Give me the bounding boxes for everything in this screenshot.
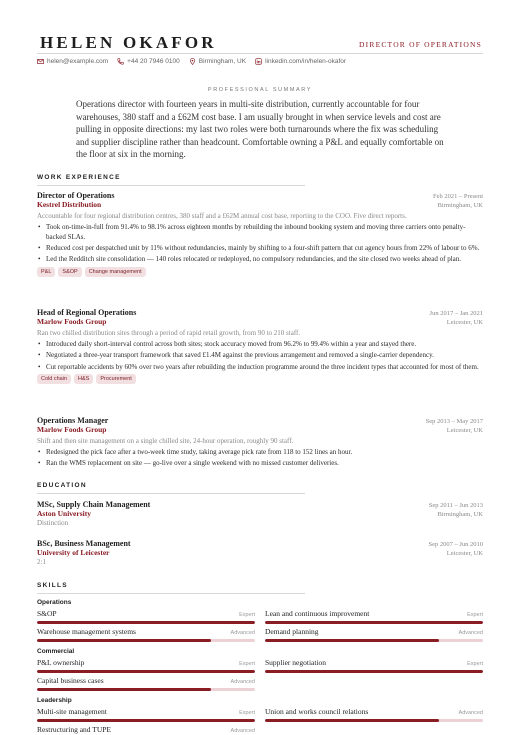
- education-location: Birmingham, UK: [437, 511, 483, 518]
- skill-level: Expert: [467, 661, 483, 667]
- skill-bar-fill: [37, 639, 211, 642]
- skill-tag: S&OP: [58, 267, 81, 277]
- skill-level: Advanced: [230, 679, 255, 685]
- candidate-name: HELEN OKAFOR: [40, 33, 217, 52]
- job-description: Shift and then site management on a single chilled site, 24-hour operation, roughly 90 staff.: [37, 437, 294, 445]
- skill-bar-fill: [265, 670, 483, 673]
- link-icon: [255, 58, 262, 65]
- degree: MSc, Supply Chain Management: [37, 500, 151, 509]
- education-heading: EDUCATION: [37, 482, 87, 489]
- skill-item: [37, 658, 255, 673]
- skill-item: [37, 725, 255, 734]
- job-location: Leicester, UK: [446, 319, 483, 326]
- location-pin-icon: [189, 58, 196, 65]
- contact-location: [189, 58, 246, 65]
- achievement-item: • Negotiated a three-year transport framework that saved £1.4M against the previous arrangement and removed a single-carrier dependency.: [37, 351, 483, 361]
- skill-level: Expert: [239, 612, 255, 618]
- education-entry: [37, 539, 483, 567]
- contact-phone-text: +44 20 7946 0100: [127, 58, 180, 65]
- job-achievements: [37, 340, 483, 372]
- skill-name: Restructuring and TUPE: [37, 725, 112, 734]
- job-entry: [37, 416, 483, 471]
- skill-name: Lean and continuous improvement: [265, 609, 370, 618]
- header-divider: [37, 53, 483, 54]
- education-note: 2:1: [37, 558, 46, 566]
- job-entry: [37, 191, 483, 277]
- education-location: Leicester, UK: [446, 550, 483, 557]
- phone-icon: [117, 58, 124, 65]
- job-tags: [37, 267, 483, 277]
- skills-heading: SKILLS: [37, 582, 68, 589]
- job-description: Ran two chilled distribution sites through a period of rapid retail growth, from 90 to 210 staff.: [37, 329, 301, 337]
- job-description: Accountable for four regional distribution centres, 380 staff and a £62M annual cost base, reporting to the COO. Five direct reports.: [37, 212, 407, 220]
- skill-bar: [37, 621, 255, 624]
- skill-bar: [37, 688, 255, 691]
- skill-name: Union and works council relations: [265, 707, 369, 716]
- job-dates: Feb 2021 – Present: [432, 193, 483, 200]
- achievement-item: • Ran the WMS replacement on site — go-live over a single weekend with no missed customer deliveries.: [37, 459, 483, 469]
- candidate-title: DIRECTOR OF OPERATIONS: [359, 40, 482, 49]
- skill-tag: P&L: [37, 267, 55, 277]
- job-dates: Sep 2013 – May 2017: [425, 418, 483, 425]
- skill-bar-fill: [265, 639, 439, 642]
- achievement-item: • Redesigned the pick face after a two-week time study, taking average pick rate from 118 to 152 lines an hour.: [37, 448, 483, 458]
- contact-email[interactable]: [37, 58, 108, 65]
- skill-item: [265, 627, 483, 642]
- skill-tag: Cold chain: [37, 374, 71, 384]
- skill-bar-fill: [37, 621, 255, 624]
- skill-item: [37, 627, 255, 642]
- skill-bar-fill: [37, 688, 211, 691]
- skill-item: [265, 609, 483, 624]
- skill-name: Multi-site management: [37, 707, 107, 716]
- skill-bar: [265, 670, 483, 673]
- skill-bar-fill: [265, 621, 483, 624]
- school: University of Leicester: [37, 548, 110, 557]
- skill-tag: H&S: [74, 374, 93, 384]
- skill-item: [37, 609, 255, 624]
- achievement-item: • Took on-time-in-full from 91.4% to 98.1% across eighteen months by rebuilding the inbound booking system and moving three carriers onto penalty-backed SLAs.: [37, 223, 483, 242]
- achievement-item: • Led the Redditch site consolidation — 140 roles relocated or redeployed, no compulsory redundancies, and the site closed two weeks ahead of plan.: [37, 255, 483, 265]
- summary-heading: PROFESSIONAL SUMMARY: [207, 87, 313, 93]
- experience-divider: [37, 185, 305, 186]
- skills-divider: [37, 593, 305, 594]
- skill-level: Expert: [239, 661, 255, 667]
- skill-level: Advanced: [458, 710, 483, 716]
- skill-name: Warehouse management systems: [37, 627, 136, 636]
- summary-text: Operations director with fourteen years in multi-site distribution, currently accountable for four warehouses, 380 staff and a £62M cost base. I am usually brought in when service levels and cost are pulling in opposite directions: my last two roles were both turnarounds where the fix was scheduling and supplier discipline rather than headcount. Comfortable owning a P&L and equally comfortable on the floor at six in the morning.: [76, 99, 444, 159]
- skill-group-heading: Operations: [37, 599, 72, 606]
- skill-bar: [37, 719, 255, 722]
- contact-phone[interactable]: [117, 58, 180, 65]
- skill-item: [265, 658, 483, 673]
- skill-level: Advanced: [230, 630, 255, 636]
- job-achievements: [37, 448, 483, 469]
- education-entry: [37, 500, 483, 528]
- skill-name: P&L ownership: [37, 658, 85, 667]
- skill-tag: Procurement: [96, 374, 136, 384]
- job-company: Kestrel Distribution: [37, 200, 102, 209]
- contact-linkedin-text: linkedin.com/in/helen-okafor: [265, 58, 347, 65]
- job-tags: [37, 374, 483, 384]
- skill-item: [265, 707, 483, 722]
- job-location: Birmingham, UK: [437, 202, 483, 209]
- contact-bar: [37, 58, 346, 65]
- education-dates: Sep 2011 – Jun 2013: [428, 502, 483, 509]
- skill-level: Advanced: [230, 728, 255, 734]
- skill-name: S&OP: [37, 609, 57, 618]
- skill-bar-fill: [265, 719, 439, 722]
- skill-group-heading: Commercial: [37, 648, 75, 655]
- job-achievements: [37, 223, 483, 265]
- contact-email-text: helen@example.com: [47, 58, 109, 65]
- skill-bar: [265, 639, 483, 642]
- skill-bar: [37, 670, 255, 673]
- job-company: Marlow Foods Group: [37, 425, 107, 434]
- job-dates: Jun 2017 – Jan 2021: [429, 310, 483, 317]
- skill-level: Expert: [239, 710, 255, 716]
- school: Aston University: [37, 509, 91, 518]
- contact-location-text: Birmingham, UK: [198, 58, 247, 65]
- job-role: Operations Manager: [37, 416, 109, 425]
- skill-level: Advanced: [458, 630, 483, 636]
- skill-name: Supplier negotiation: [265, 658, 327, 667]
- skill-bar: [265, 719, 483, 722]
- job-entry: [37, 308, 483, 384]
- job-role: Head of Regional Operations: [37, 308, 137, 317]
- education-divider: [37, 493, 305, 494]
- education-dates: Sep 2007 – Jun 2010: [428, 541, 483, 548]
- skill-name: Capital business cases: [37, 676, 104, 685]
- job-company: Marlow Foods Group: [37, 317, 107, 326]
- skill-bar: [37, 639, 255, 642]
- contact-linkedin[interactable]: [255, 58, 346, 65]
- skill-name: Demand planning: [265, 627, 319, 636]
- skill-tag: Change management: [85, 267, 146, 277]
- skill-bar: [265, 621, 483, 624]
- skill-group-heading: Leadership: [37, 697, 72, 704]
- skill-item: [37, 676, 255, 691]
- achievement-item: • Introduced daily short-interval control across both sites; stock accuracy moved from 96.2% to 99.4% within a year and stayed there.: [37, 340, 483, 350]
- achievement-item: • Cut reportable accidents by 60% over two years after rebuilding the induction programme around the three incident types that accounted for most of them.: [37, 363, 483, 373]
- skill-bar-fill: [37, 719, 255, 722]
- degree: BSc, Business Management: [37, 539, 131, 548]
- skill-bar-fill: [37, 670, 255, 673]
- skill-item: [37, 707, 255, 722]
- achievement-item: • Reduced cost per despatched unit by 11% without redundancies, mainly by shifting to a four-shift pattern that cut agency hours from 22% of labour to 6%.: [37, 244, 483, 254]
- education-note: Distinction: [37, 519, 69, 527]
- experience-heading: WORK EXPERIENCE: [37, 174, 121, 181]
- job-role: Director of Operations: [37, 191, 115, 200]
- skill-level: Expert: [467, 612, 483, 618]
- job-location: Leicester, UK: [446, 427, 483, 434]
- mail-icon: [37, 58, 44, 65]
